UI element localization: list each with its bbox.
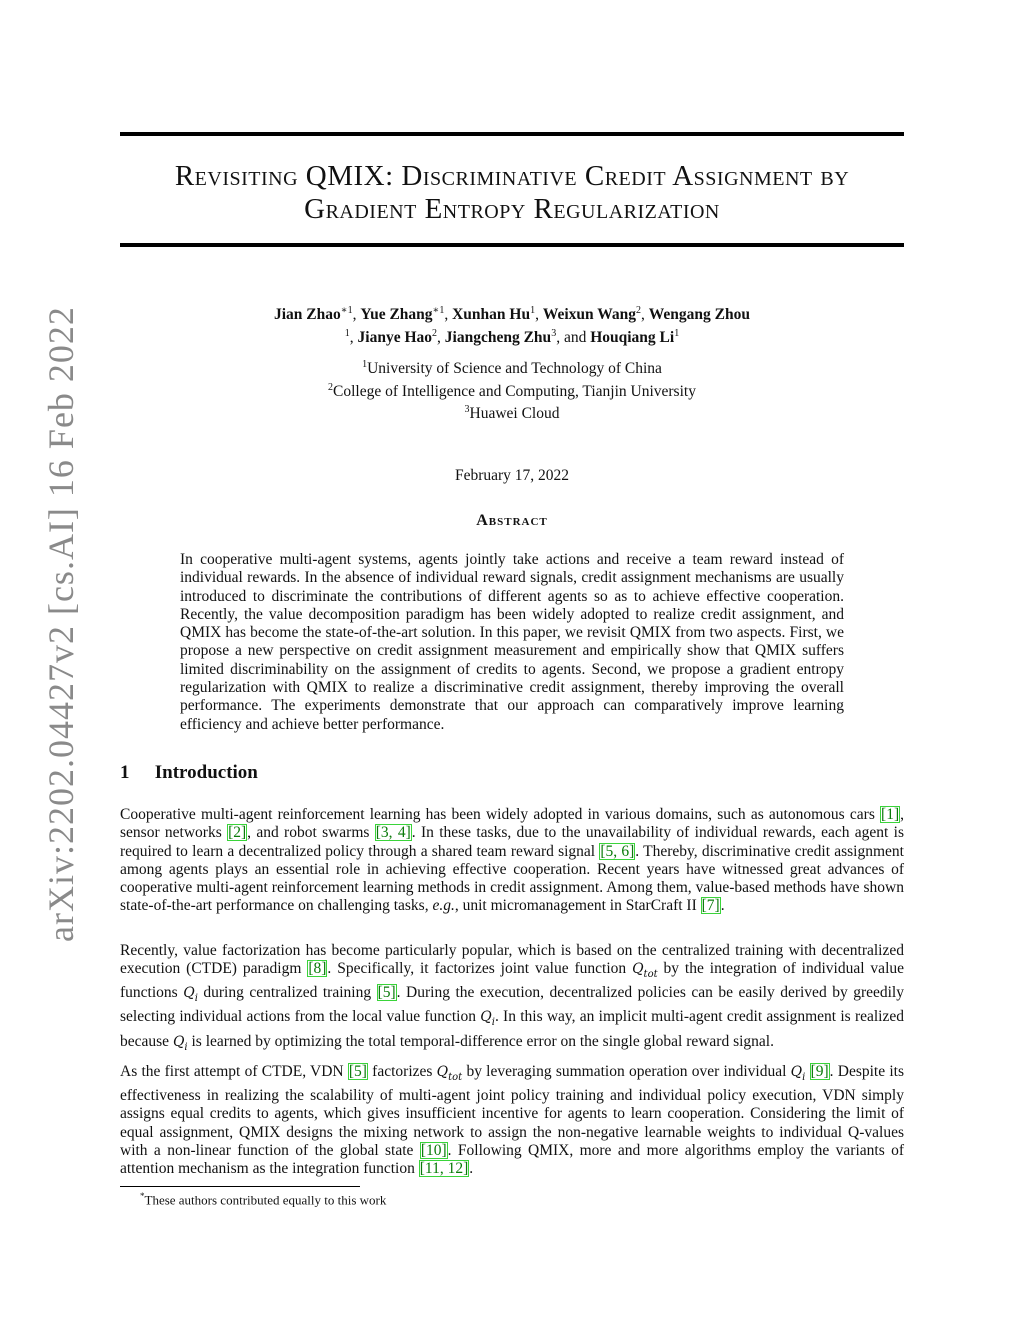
footnote-rule	[120, 1186, 360, 1187]
section-number: 1	[120, 762, 130, 783]
affiliations	[130, 356, 894, 424]
math-q-i: $Q_i$	[790, 1064, 806, 1083]
abstract-body: In cooperative multi-agent systems, agents jointly take actions and receive a team reward instead of individual rewards. In the absence of individual reward signals, credit assignment mechanisms are usually introduced to discriminate the contributions of different agents so as to achieve effective cooperation. Recently, the value decomposition paradigm has been widely adopted to realize credit assignment, and QMIX has become the state-of-the-art solution. In this paper, we revisit QMIX from two aspects. First, we propose a new perspective on credit assignment measurement and empirically show that QMIX suffers limited discriminability on the assignment of credits to agents. Second, we propose a gradient entropy regularization with QMIX to realize a discriminative credit assignment, thereby improving the overall performance. The experiments demonstrate that our approach can comparatively improve learning efficiency and achieve better performance.	[180, 551, 844, 733]
citation-link[interactable]: [8]	[308, 960, 327, 978]
author-name: Houqiang Li	[590, 329, 675, 347]
citation-link[interactable]: [5, 6]	[600, 842, 635, 860]
paper-date: February 17, 2022	[454, 467, 570, 484]
footnote-mark: *	[140, 1191, 145, 1201]
section-title: Introduction	[154, 762, 258, 783]
citation-link[interactable]: [7]	[701, 897, 720, 915]
intro-paragraph-1: Cooperative multi-agent reinforcement learning has been widely adopted in various domains, such as autonomous cars [1], sensor networks [2], and robot swarms [3, 4]. In these tasks, due to the unavailability of individual rewards, each agent is required to learn a decentralized policy through a shared team reward signal [5, 6]. Thereby, discriminative credit assignment among agents plays an essential role in achieving effective cooperation. Recent years have witnessed great advances of cooperative multi-agent reinforcement learning methods in credit assignment. Among them, value-based methods have shown state-of-the-art performance on challenging tasks, e.g., unit micromanagement in StarCraft II [7].	[120, 806, 905, 915]
affiliation-name: Huawei Cloud	[469, 405, 560, 423]
math-q-i: $Q_i$	[183, 985, 198, 1005]
citation-link[interactable]: [9]	[810, 1063, 829, 1080]
citation-link[interactable]: [1]	[881, 806, 900, 823]
affiliation	[130, 401, 894, 424]
title-line-1: Revisiting QMIX: Discriminative Credit Assignment by	[174, 160, 850, 192]
author-mark: 2	[432, 328, 438, 340]
author-mark: ∗1	[432, 305, 445, 316]
citation-link[interactable]: [5]	[348, 1063, 367, 1080]
math-q-i: $Q_i$	[480, 1009, 495, 1029]
author-mark: 2	[636, 305, 642, 316]
citation-link[interactable]: [3, 4]	[375, 824, 411, 842]
affiliation-mark: 1	[362, 359, 368, 370]
affiliation-name: University of Science and Technology of China	[367, 360, 662, 378]
affiliation-mark: 2	[328, 381, 334, 393]
arxiv-stamp: arXiv:2202.04427v2 [cs.AI] 16 Feb 2022	[41, 306, 81, 942]
citation-link[interactable]: [2]	[228, 824, 247, 842]
title-rule-top	[120, 132, 904, 136]
author-mark: ∗1	[340, 305, 353, 316]
author-name: Weixun Wang	[542, 306, 637, 324]
author-list: Jian Zhao$^{∗1}$, Yue Zhang$^{∗1}$, Xunhan Hu$^1$, Weixun Wang$^2$, Wengang Zhou $^1$, Jianye Hao$^2$, Jiangcheng Zhu$^3$, and Houqiang Li$^1$	[274, 305, 750, 347]
author-name: Jiangcheng Zhu	[444, 329, 552, 347]
affiliation	[130, 379, 894, 402]
author-name: Yue Zhang	[360, 306, 433, 324]
emphasis-eg: e.g.	[432, 897, 455, 915]
math-q-tot: $Q_{tot}$	[436, 1064, 463, 1083]
affiliation-name: College of Intelligence and Computing, Tianjin University	[333, 382, 696, 400]
author-mark: 3	[551, 328, 557, 340]
citation-link[interactable]: [11, 12]	[419, 1160, 469, 1178]
paper-title	[120, 160, 904, 226]
footnote	[140, 1191, 386, 1208]
author-mark: 1	[344, 328, 350, 340]
citation-link[interactable]: [10]	[420, 1141, 447, 1159]
section-heading	[120, 762, 258, 784]
intro-paragraph-2: Recently, value factorization has become particularly popular, which is based on the centralized training with decentralized execution (CTDE) paradigm [8]. Specifically, it factorizes joint value function $Q_{tot}$ by the integration of individual value functions $Q_i$ during centralized training [5]. During the execution, decentralized policies can be easily derived by greedily selecting individual actions from the local value function $Q_i$. In this way, an implicit multi-agent credit assignment is realized because $Q_i$ is learned by optimizing the total temporal-difference error on the single global reward signal.	[120, 942, 905, 1053]
affiliation	[130, 356, 894, 379]
footnote-text: These authors contributed equally to this work	[144, 1192, 387, 1208]
author-name: Xunhan Hu	[452, 306, 531, 324]
author-name: Jianye Hao	[357, 329, 433, 347]
title-line-2: Gradient Entropy Regularization	[304, 193, 720, 225]
author-mark: 1	[674, 328, 680, 340]
author-connector: and	[563, 329, 587, 347]
author-name: Jian Zhao	[274, 306, 341, 324]
author-name: Wengang Zhou	[648, 306, 750, 324]
citation-link[interactable]: [5]	[377, 984, 396, 1002]
author-mark: 1	[530, 305, 536, 316]
math-q-i: $Q_i$	[172, 1033, 188, 1053]
intro-paragraph-3: As the first attempt of CTDE, VDN [5] factorizes $Q_{tot}$ by leveraging summation operation over individual $Q_i$ [9]. Despite its effectiveness in realizing the scalability of multi-agent joint policy training and individual policy execution, VDN simply assigns equal credits to agents, which gives insufficient incentive for agents to learn cooperation. Considering the limit of equal assignment, QMIX designs the mixing network to assign the non-negative learnable weights to individual Q-values with a non-linear function of the global state [10]. Following QMIX, more and more algorithms employ the variants of attention mechanism as the integration function [11, 12].	[120, 1063, 905, 1178]
title-rule-bottom	[120, 243, 904, 247]
affiliation-mark: 3	[464, 404, 470, 416]
math-q-tot: $Q_{tot}$	[632, 961, 658, 981]
abstract-heading: Abstract	[476, 512, 548, 529]
